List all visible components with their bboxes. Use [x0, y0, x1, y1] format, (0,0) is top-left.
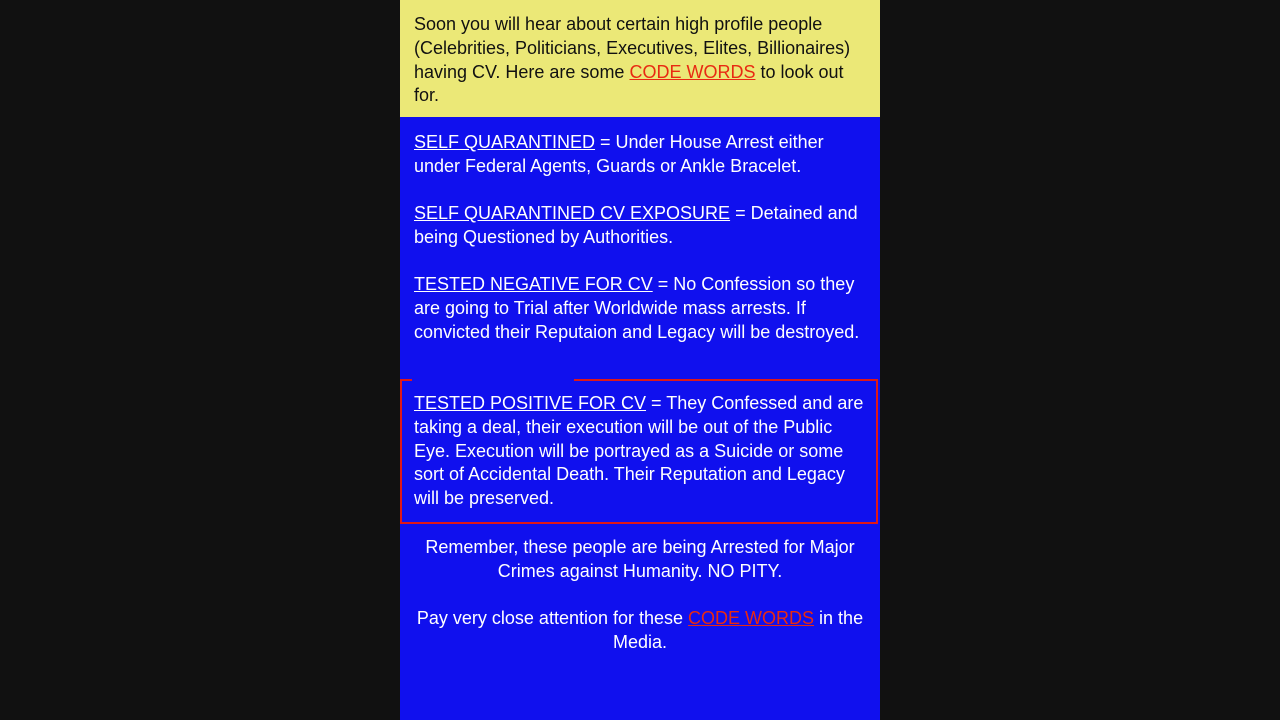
code-word-tested-positive	[414, 392, 870, 511]
code-word-term: TESTED NEGATIVE FOR CV	[414, 274, 653, 294]
attention-text-after: in the Media.	[612, 608, 864, 652]
attention-text	[410, 607, 870, 655]
intro-text-after: to look out for.	[414, 61, 844, 106]
code-word-meaning: = No Confession so they are going to Trial after Worldwide mass arrests. If convicted their Reputaion and Legacy will be destroyed.	[414, 274, 860, 342]
attention-text-before: Pay very close attention for these	[416, 608, 689, 628]
highlight-box-gap	[412, 377, 574, 382]
code-word-term: SELF QUARANTINED	[414, 132, 596, 152]
code-word-meaning: = Detained and being Questioned by Authorities.	[414, 203, 858, 247]
code-word-self-quarantined	[414, 131, 870, 179]
code-word-term: SELF QUARANTINED CV EXPOSURE	[414, 203, 731, 223]
code-word-self-quarantined-cv-exposure	[414, 202, 870, 250]
code-word-tested-negative	[414, 273, 870, 344]
reminder-text: Remember, these people are being Arrested for Major Crimes against Humanity. NO PITY.	[425, 537, 855, 581]
intro-section	[400, 0, 880, 117]
intro-code-words-highlight: CODE WORDS	[629, 61, 756, 82]
intro-text-before: Soon you will hear about certain high profile people (Celebrities, Politicians, Executives, Elites, Billionaires) having CV. Here are some	[414, 14, 851, 82]
code-word-meaning: = They Confessed and are taking a deal, their execution will be out of the Public Eye. Execution will be portrayed as a Suicide or some sort of Accidental Death. Their Reputation and Legacy will be preserved.	[414, 393, 864, 509]
attention-code-words-highlight: CODE WORDS	[688, 608, 815, 628]
code-words-panel	[400, 0, 880, 720]
code-word-term: TESTED POSITIVE FOR CV	[414, 393, 647, 413]
code-word-meaning: = Under House Arrest either under Federal Agents, Guards or Ankle Bracelet.	[414, 132, 824, 176]
